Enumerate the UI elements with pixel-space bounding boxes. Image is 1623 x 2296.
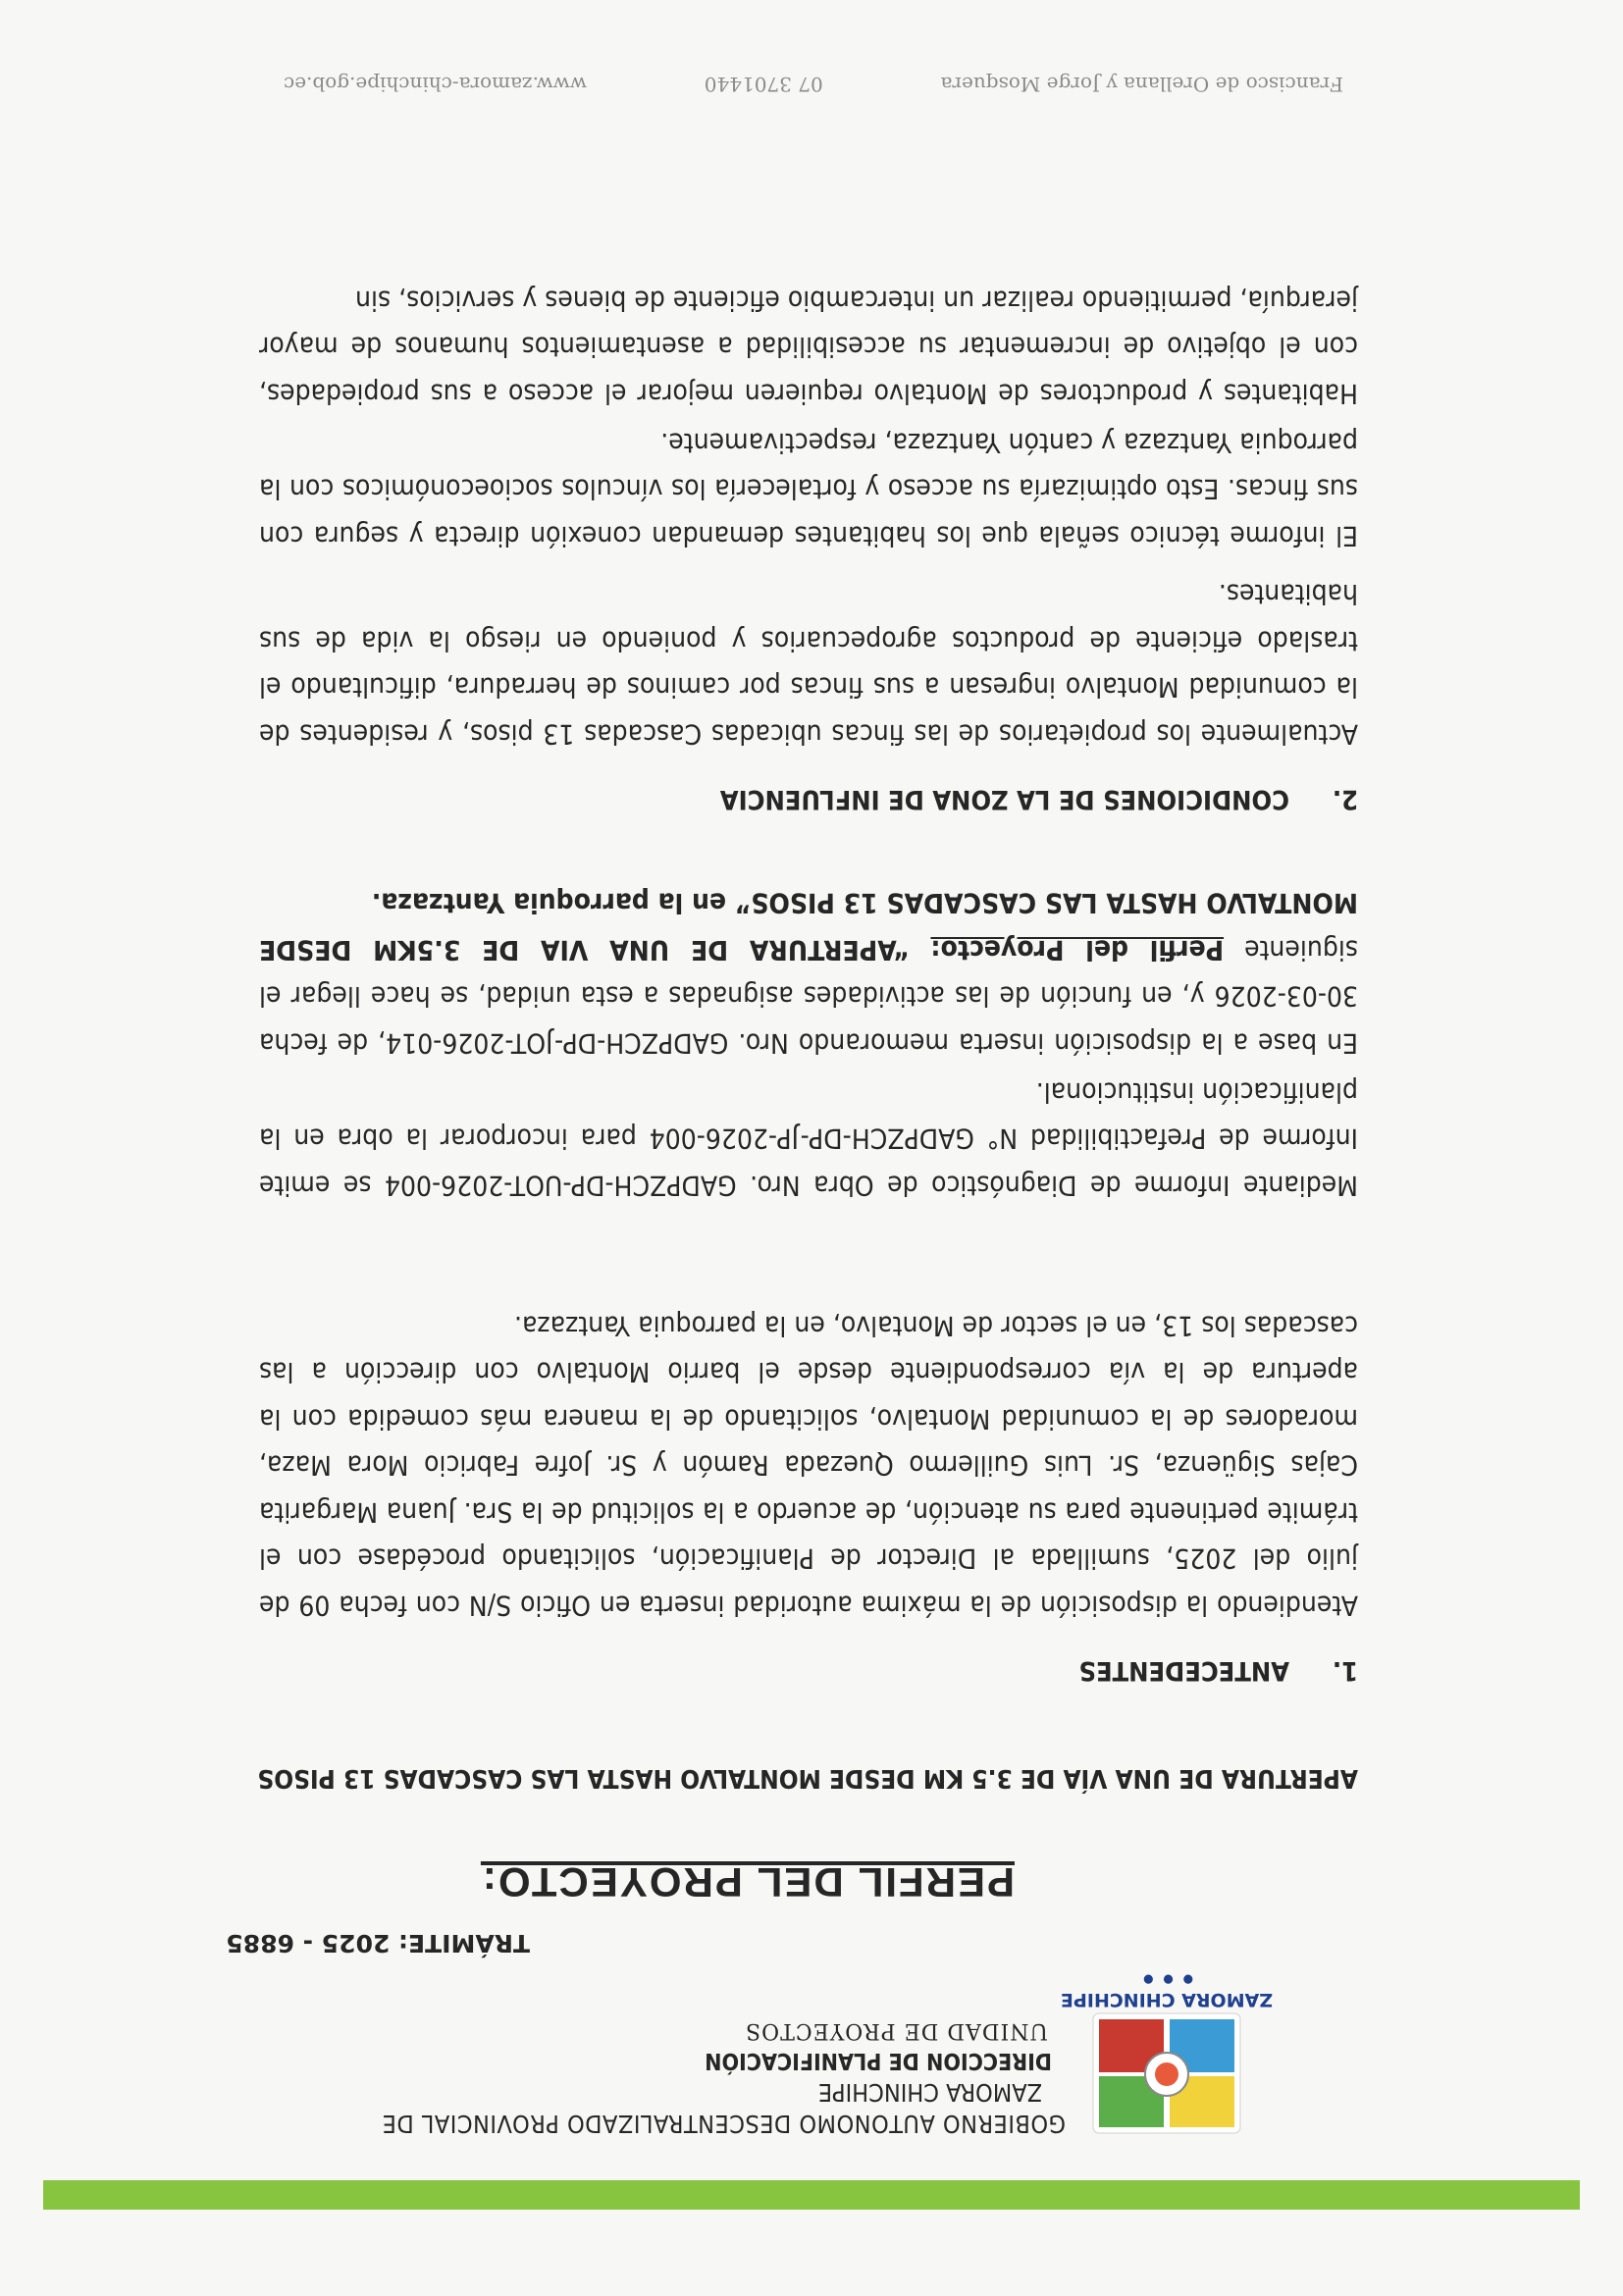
paragraph-3-intro: En base a la disposición inserta memorando Nro. GADPZCH-DP-JOT-2026-014, de fecha 30-03-2026 y, en función de las actividades asignadas a esta unidad, se hace llegar el siguiente xyxy=(259,934,1358,1060)
section-1-title: ANTECEDENTES xyxy=(1078,1655,1289,1686)
footer-website: www.zamora-chinchipe.gob.ec xyxy=(284,73,587,96)
section-2-heading xyxy=(720,784,1358,814)
section-2-paragraph-3: Habitantes y productores de Montalvo requieren mejorar el acceso a sus propiedades, con el objetivo de incrementar su accesibilidad a asentamientos humanos de mayor jerarquía, permitiendo realizar un intercambio eficiente de bienes y servicios, sin xyxy=(259,285,1358,410)
header-green-bar xyxy=(43,2180,1580,2210)
project-name-bold: “APERTURA DE UNA VIA DE 3.5KM DESDE MONTALVO HASTA LAS CASCADAS 13 PISOS” en la parroquia Yantzaza. xyxy=(259,887,1358,966)
header-line-3: DIRECCION DE PLANIFICACIÓN xyxy=(705,2048,1052,2073)
section-2-paragraph-1: Actualmente los propietarios de las fincas ubicadas Cascadas 13 pisos, y residentes de la comunidad Montalvo ingresan a sus fincas por caminos de herradura, dificultando el traslado eficiente de productos agropecuarios y poniendo en riesgo la vida de sus habitantes. xyxy=(259,578,1358,751)
section-1-number: 1. xyxy=(1332,1655,1358,1686)
institution-header xyxy=(65,2015,1066,2139)
section-1-paragraph-2: Mediante Informe de Diagnóstico de Obra Nro. GADPZCH-DP-UOT-2026-004 se emite Informe de Prefactibilidad N° GADPZCH-DP-JP-2026-004 para incorporar la obra en la planificación institucional. xyxy=(259,1076,1358,1202)
document-title: APERTURA DE UNA VÍA DE 3.5 KM DESDE MONTALVO HASTA LAS CASCADAS 13 PISOS xyxy=(257,1763,1358,1793)
section-2-number: 2. xyxy=(1332,784,1358,814)
footer-address: Francisco de Orellana y Jorge Mosquera xyxy=(940,73,1343,96)
section-2-paragraph-2: El informe técnico señala que los habitantes demandan conexión directa y segura con sus fincas. Esto optimizaría su acceso y fortalecería los vínculos socioeconómicos con la parroquia Yantzaza y cantón Yantzaza, respectivamente. xyxy=(259,427,1358,552)
page-footer xyxy=(284,73,1343,96)
tramite-number: TRÁMITE: 2025 - 6885 xyxy=(226,1929,530,1957)
header-line-1: GOBIERNO AUTONOMO DESCENTRALIZADO PROVINCIAL DE xyxy=(382,2110,1066,2138)
profile-link-text: Perfil del Proyecto: xyxy=(930,934,1225,966)
section-1-heading xyxy=(1079,1655,1358,1686)
profile-title: PERFIL DEL PROYECTO: xyxy=(480,1859,1015,1905)
section-1-paragraph-3 xyxy=(259,880,1358,1067)
section-1-paragraph-1: Atendiendo la disposición de la máxima autoridad inserta en Oficio S/N con fecha 09 de julio del 2025, sumillada al Director de Planificación, solicitando procédase con el trámite pertinente para su atención, de acuerdo a la solicitud de la Sra. Juana Margarita Cajas Sigüenza, Sr. Luis Guillermo Quezada Ramón y Sr. Jofre Fabricio Mora Maza, moradores de la comunidad Montalvo, solicitando de la manera más comedida con la apertura de la vía correspondiente desde el barrio Montalvo con dirección a las cascadas los 13, en el sector de Montalvo, en la parroquia Yantzaza. xyxy=(259,1310,1358,1622)
section-2-title: CONDICIONES DE LA ZONA DE INFLUENCIA xyxy=(719,784,1289,814)
header-line-4: UNIDAD DE PROYECTOS xyxy=(745,2018,1048,2043)
logo-text: ZAMORA CHINCHIPE xyxy=(1060,1989,1274,2010)
svg-text:● ● ●: ● ● ● xyxy=(1139,1973,1194,1987)
footer-phone: 07 3701440 xyxy=(704,73,823,96)
zamora-chinchipe-logo xyxy=(1060,1970,1274,2137)
header-line-2: ZAMORA CHINCHIPE xyxy=(817,2078,1042,2107)
